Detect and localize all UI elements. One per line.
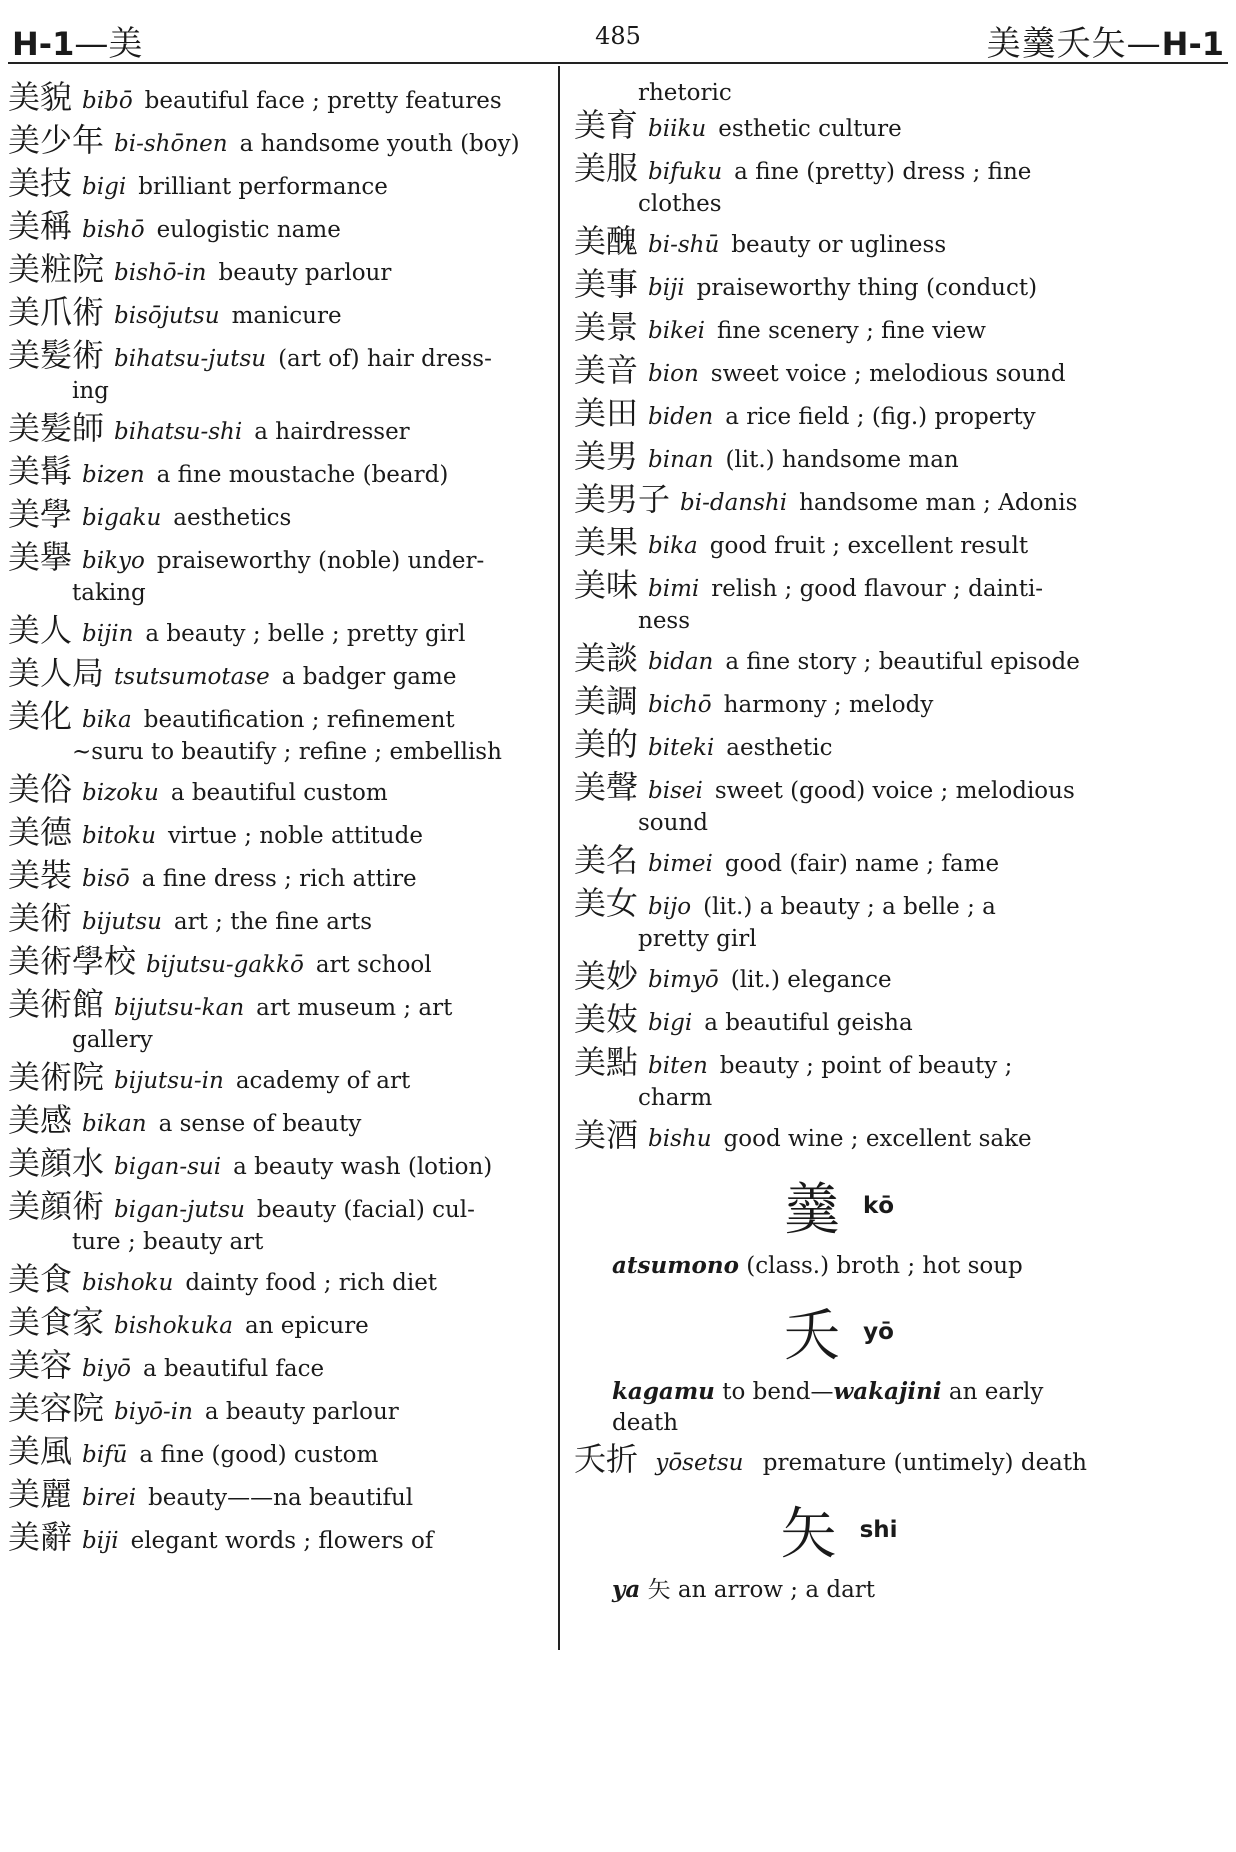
entry-headword: 美感 <box>8 1101 73 1139</box>
kun-definition: to bend— <box>722 1379 834 1405</box>
entry-romaji: bichō <box>648 692 712 718</box>
kun-reading-line <box>574 1574 1104 1606</box>
entry-headword: 美髯 <box>8 452 73 490</box>
entry-headword: 美男子 <box>574 480 671 518</box>
dictionary-entry <box>8 772 540 810</box>
dictionary-entry <box>8 699 540 737</box>
header-right-code: H-1 <box>1161 25 1224 63</box>
entry-romaji: bigan-jutsu <box>114 1197 245 1223</box>
entry-headword: 美裝 <box>8 856 73 894</box>
entry-romaji: bimei <box>648 851 713 877</box>
entry-definition: virtue ; noble attitude <box>167 823 423 849</box>
entry-headword: 美酒 <box>574 1116 639 1154</box>
page-number: 485 <box>595 22 641 50</box>
kanji-reading: yō <box>863 1319 894 1345</box>
entry-headword: 美人局 <box>8 654 105 692</box>
kun-word: ya <box>612 1576 641 1603</box>
kun-definition: an arrow ; a dart <box>677 1577 876 1603</box>
dictionary-entry <box>574 727 1104 765</box>
entry-continuation: ing <box>72 378 109 404</box>
entry-headword: 美服 <box>574 149 639 187</box>
dictionary-entry <box>8 1262 540 1300</box>
entry-romaji: bishokuka <box>114 1313 233 1339</box>
kun-kanji: 矢 <box>647 1577 671 1603</box>
entry-romaji: biji <box>82 1528 119 1554</box>
entry-headword: 美辭 <box>8 1518 73 1556</box>
dictionary-entry <box>8 656 540 694</box>
dictionary-entry <box>574 353 1104 391</box>
kun-definition: an early <box>948 1379 1044 1405</box>
dictionary-entry <box>8 944 540 982</box>
entry-definition: esthetic culture <box>718 116 902 142</box>
dictionary-entry <box>8 1391 540 1429</box>
kanji-character: 矢 <box>780 1502 837 1567</box>
entry-headword: 美名 <box>574 841 639 879</box>
entry-romaji: bion <box>648 361 699 387</box>
dictionary-entry <box>574 959 1104 997</box>
entry-definition: a rice field ; (fig.) property <box>725 404 1036 430</box>
header-left-sep: — <box>74 24 109 64</box>
entry-romaji: bimyō <box>648 967 719 993</box>
entry-romaji: bifū <box>82 1442 128 1468</box>
dictionary-entry <box>8 1103 540 1141</box>
entry-definition: art school <box>315 952 432 978</box>
entry-headword: 美食家 <box>8 1303 105 1341</box>
dictionary-entry <box>574 108 1104 146</box>
entry-headword: 美妙 <box>574 957 639 995</box>
entry-definition: a fine dress ; rich attire <box>141 866 417 892</box>
entry-definition: elegant words ; flowers of <box>130 1528 434 1554</box>
entry-continuation: charm <box>638 1085 713 1111</box>
entry-definition: a fine story ; beautiful episode <box>725 649 1080 675</box>
header-left-kanji: 美 <box>108 24 143 64</box>
entry-definition: a handsome youth (boy) <box>239 131 520 157</box>
entry-headword: 美爪術 <box>8 293 105 331</box>
entry-definition: brilliant performance <box>138 174 388 200</box>
dictionary-entry <box>8 252 540 290</box>
page-header <box>8 10 1228 64</box>
entry-romaji: bishoku <box>82 1270 174 1296</box>
entry-definition: a beautiful face <box>142 1356 325 1382</box>
dictionary-entry <box>574 886 1104 924</box>
dictionary-entry <box>574 1045 1104 1083</box>
kanji-character: 羹 <box>783 1178 840 1243</box>
kun-word: wakajini <box>833 1378 942 1405</box>
entry-headword: 美髪術 <box>8 336 105 374</box>
entry-headword: 美育 <box>574 106 639 144</box>
dictionary-entry <box>8 1348 540 1386</box>
entry-headword: 美顔術 <box>8 1187 105 1225</box>
entry-romaji: biiku <box>648 116 707 142</box>
kun-word: kagamu <box>612 1378 715 1405</box>
entry-romaji: yōsetsu <box>655 1450 744 1476</box>
left-column <box>8 80 540 1563</box>
dictionary-entry <box>8 123 540 161</box>
entry-romaji: bishō-in <box>114 260 207 286</box>
entry-definition: aesthetics <box>173 505 292 531</box>
entry-headword: 美田 <box>574 394 639 432</box>
entry-definition: art museum ; art <box>256 995 453 1021</box>
entry-headword: 美術學校 <box>8 942 137 980</box>
entry-headword: 夭折 <box>574 1440 639 1478</box>
entry-definition: (lit.) handsome man <box>725 447 959 473</box>
header-right-kanji: 美羹夭矢 <box>986 24 1127 64</box>
entry-romaji: bijutsu-gakkō <box>146 952 304 978</box>
entry-romaji: biji <box>648 275 685 301</box>
entry-romaji: bizen <box>82 462 145 488</box>
kun-reading-line <box>574 1250 1104 1282</box>
dictionary-entry <box>8 1520 540 1558</box>
entry-headword: 美少年 <box>8 121 105 159</box>
kanji-character: 夭 <box>784 1304 841 1369</box>
entry-headword: 美人 <box>8 611 73 649</box>
dictionary-entry <box>8 987 540 1025</box>
header-right-sep: — <box>1126 24 1162 64</box>
entry-definition: beauty——na beautiful <box>148 1485 414 1511</box>
entry-continuation: pretty girl <box>638 926 757 952</box>
entry-definition: sweet (good) voice ; melodious <box>714 778 1075 804</box>
entry-definition: good fruit ; excellent result <box>709 533 1029 559</box>
dictionary-entry <box>8 1189 540 1227</box>
entry-definition: praiseworthy thing (conduct) <box>696 275 1038 301</box>
kanji-reading: kō <box>862 1193 895 1219</box>
kanji-heading-shi <box>574 1490 1104 1570</box>
entry-headword: 美俗 <box>8 770 73 808</box>
dictionary-entry <box>574 310 1104 348</box>
entry-definition: art ; the fine arts <box>173 909 373 935</box>
entry-headword: 美稱 <box>8 207 73 245</box>
dictionary-entry <box>8 209 540 247</box>
dictionary-entry <box>8 80 540 118</box>
entry-definition: beautification ; refinement <box>143 707 455 733</box>
entry-romaji: bijutsu <box>82 909 162 935</box>
dictionary-entry <box>8 497 540 535</box>
entry-romaji: bizoku <box>82 780 159 806</box>
entry-romaji: biyō-in <box>114 1399 193 1425</box>
entry-continuation: gallery <box>72 1027 153 1053</box>
entry-definition: a beauty ; belle ; pretty girl <box>145 621 466 647</box>
entry-headword: 美粧院 <box>8 250 105 288</box>
entry-headword: 美調 <box>574 682 639 720</box>
entry-definition: good wine ; excellent sake <box>723 1126 1032 1152</box>
entry-definition: a fine moustache (beard) <box>156 462 449 488</box>
entry-romaji: bijutsu-kan <box>114 995 245 1021</box>
entry-romaji: bijin <box>82 621 134 647</box>
entry-romaji: bibō <box>82 88 133 114</box>
header-left-code: H-1 <box>12 25 75 63</box>
dictionary-entry <box>574 267 1104 305</box>
entry-romaji: bigi <box>648 1010 693 1036</box>
entry-continuation: ness <box>638 608 691 634</box>
dictionary-entry <box>8 454 540 492</box>
entry-headword: 美果 <box>574 523 639 561</box>
entry-romaji: bisō <box>82 866 130 892</box>
entry-romaji: bimi <box>648 576 700 602</box>
entry-definition: beauty or ugliness <box>731 232 947 258</box>
entry-definition: an epicure <box>244 1313 369 1339</box>
entry-headword: 美音 <box>574 351 639 389</box>
entry-headword: 美談 <box>574 639 639 677</box>
entry-definition: a sense of beauty <box>158 1111 362 1137</box>
entry-headword: 美容 <box>8 1346 73 1384</box>
entry-headword: 美容院 <box>8 1389 105 1427</box>
entry-definition: sweet voice ; melodious sound <box>710 361 1066 387</box>
entry-headword: 美聲 <box>574 768 639 806</box>
entry-definition: a beautiful geisha <box>704 1010 913 1036</box>
dictionary-entry <box>574 151 1104 189</box>
kun-reading-line <box>574 1376 1104 1408</box>
dictionary-entry <box>8 411 540 449</box>
entry-headword: 美化 <box>8 697 73 735</box>
right-column <box>574 78 1104 1606</box>
dictionary-entry <box>574 641 1104 679</box>
dictionary-entry <box>574 1442 1104 1480</box>
dictionary-entry <box>8 1060 540 1098</box>
dictionary-entry <box>574 525 1104 563</box>
entry-headword: 美術館 <box>8 985 105 1023</box>
dictionary-entry <box>8 295 540 333</box>
entry-headword: 美點 <box>574 1043 639 1081</box>
entry-romaji: bisōjutsu <box>114 303 220 329</box>
entry-definition: harmony ; melody <box>723 692 934 718</box>
entry-romaji: bidan <box>648 649 714 675</box>
entry-definition: manicure <box>231 303 342 329</box>
entry-romaji: bikyo <box>82 548 145 574</box>
dictionary-entry <box>8 901 540 939</box>
entry-definition: praiseworthy (noble) under- <box>156 548 485 574</box>
dictionary-entry <box>574 1002 1104 1040</box>
entry-romaji: bigi <box>82 174 127 200</box>
entry-definition: (lit.) elegance <box>730 967 892 993</box>
entry-romaji: binan <box>648 447 714 473</box>
entry-definition: beautiful face ; pretty features <box>144 88 502 114</box>
entry-romaji: bigan-sui <box>114 1154 222 1180</box>
entry-definition: a beautiful custom <box>170 780 388 806</box>
entry-definition: beauty parlour <box>218 260 392 286</box>
dictionary-entry <box>8 1477 540 1515</box>
dictionary-entry <box>8 815 540 853</box>
entry-romaji: bikan <box>82 1111 147 1137</box>
entry-romaji: bikei <box>648 318 705 344</box>
entry-romaji: bi-shū <box>648 232 720 258</box>
entry-headword: 美的 <box>574 725 639 763</box>
entry-definition: beauty ; point of beauty ; <box>719 1053 1013 1079</box>
dictionary-entry <box>8 540 540 578</box>
kun-word: atsumono <box>612 1252 739 1279</box>
entry-romaji: bifuku <box>648 159 723 185</box>
dictionary-entry <box>574 684 1104 722</box>
entry-definition: beauty (facial) cul- <box>256 1197 475 1223</box>
entry-headword: 美味 <box>574 566 639 604</box>
dictionary-entry <box>8 613 540 651</box>
kanji-reading: shi <box>859 1517 898 1543</box>
entry-romaji: bishō <box>82 217 145 243</box>
entry-headword: 美風 <box>8 1432 73 1470</box>
entry-continuation: clothes <box>638 191 722 217</box>
dictionary-entry <box>8 338 540 376</box>
dictionary-entry <box>8 1434 540 1472</box>
entry-headword: 美女 <box>574 884 639 922</box>
entry-romaji: bishu <box>648 1126 712 1152</box>
entry-romaji: bika <box>82 707 132 733</box>
entry-definition: good (fair) name ; fame <box>724 851 1000 877</box>
entry-romaji: tsutsumotase <box>114 664 270 690</box>
dictionary-entry <box>574 843 1104 881</box>
entry-romaji: bigaku <box>82 505 162 531</box>
entry-definition: fine scenery ; fine view <box>717 318 986 344</box>
entry-definition: premature (untimely) death <box>762 1450 1087 1476</box>
entry-headword: 美術院 <box>8 1058 105 1096</box>
entry-romaji: birei <box>82 1485 137 1511</box>
entry-definition: eulogistic name <box>156 217 341 243</box>
entry-romaji: bijutsu-in <box>114 1068 224 1094</box>
header-rule <box>8 62 1228 64</box>
dictionary-entry <box>574 396 1104 434</box>
entry-definition: handsome man ; Adonis <box>799 490 1078 516</box>
entry-headword: 美景 <box>574 308 639 346</box>
column-divider <box>558 66 560 1650</box>
entry-romaji: bijo <box>648 894 692 920</box>
dictionary-entry <box>574 770 1104 808</box>
entry-headword: 美技 <box>8 164 73 202</box>
dictionary-entry <box>574 1118 1104 1156</box>
dictionary-entry <box>574 439 1104 477</box>
entry-continuation: sound <box>638 810 708 836</box>
entry-headword: 美麗 <box>8 1475 73 1513</box>
dictionary-entry <box>8 858 540 896</box>
entry-headword: 美顔水 <box>8 1144 105 1182</box>
entry-romaji: bihatsu-jutsu <box>114 346 267 372</box>
entry-definition: a hairdresser <box>254 419 410 445</box>
entry-romaji: bi-danshi <box>680 490 788 516</box>
right-entries <box>574 108 1104 1156</box>
entry-continuation: ture ; beauty art <box>72 1229 264 1255</box>
entry-headword: 美妓 <box>574 1000 639 1038</box>
entry-romaji: bisei <box>648 778 703 804</box>
entry-definition: (art of) hair dress- <box>278 346 492 372</box>
continued-text: rhetoric <box>638 80 732 106</box>
entry-headword: 美事 <box>574 265 639 303</box>
entry-romaji: biden <box>648 404 714 430</box>
entry-definition: dainty food ; rich diet <box>185 1270 438 1296</box>
entry-headword: 美學 <box>8 495 73 533</box>
entry-romaji: bika <box>648 533 698 559</box>
entry-romaji: bi-shōnen <box>114 131 228 157</box>
entry-definition: relish ; good flavour ; dainti- <box>711 576 1044 602</box>
entry-continuation: ~suru to beautify ; refine ; embellish <box>72 739 502 765</box>
entry-headword: 美髪師 <box>8 409 105 447</box>
entry-romaji: biteki <box>648 735 715 761</box>
entry-headword: 美醜 <box>574 222 639 260</box>
entry-headword: 美男 <box>574 437 639 475</box>
entry-headword: 美德 <box>8 813 73 851</box>
kanji-heading-ko <box>574 1166 1104 1246</box>
entry-definition: a beauty wash (lotion) <box>233 1154 493 1180</box>
dictionary-entry <box>8 166 540 204</box>
kun-definition: (class.) broth ; hot soup <box>746 1253 1023 1279</box>
dictionary-entry <box>574 482 1104 520</box>
entry-definition: aesthetic <box>726 735 833 761</box>
dictionary-entry <box>574 224 1104 262</box>
entry-headword: 美食 <box>8 1260 73 1298</box>
entry-headword: 美擧 <box>8 538 73 576</box>
entry-romaji: bitoku <box>82 823 156 849</box>
entry-romaji: biyō <box>82 1356 131 1382</box>
entry-definition: (lit.) a beauty ; a belle ; a <box>703 894 996 920</box>
kun-continuation: death <box>612 1410 679 1436</box>
dictionary-entry <box>574 568 1104 606</box>
entry-definition: a fine (good) custom <box>139 1442 379 1468</box>
entry-romaji: bihatsu-shi <box>114 419 243 445</box>
entry-romaji: biten <box>648 1053 708 1079</box>
header-right-guide <box>987 16 1224 65</box>
entry-headword: 美貌 <box>8 78 73 116</box>
entry-continuation: taking <box>72 580 146 606</box>
kanji-heading-yo <box>574 1292 1104 1372</box>
dictionary-entry <box>8 1146 540 1184</box>
entry-definition: a beauty parlour <box>204 1399 399 1425</box>
entry-definition: academy of art <box>235 1068 411 1094</box>
dictionary-entry <box>8 1305 540 1343</box>
entry-definition: a badger game <box>281 664 457 690</box>
entry-headword: 美術 <box>8 899 73 937</box>
entry-definition: a fine (pretty) dress ; fine <box>734 159 1032 185</box>
